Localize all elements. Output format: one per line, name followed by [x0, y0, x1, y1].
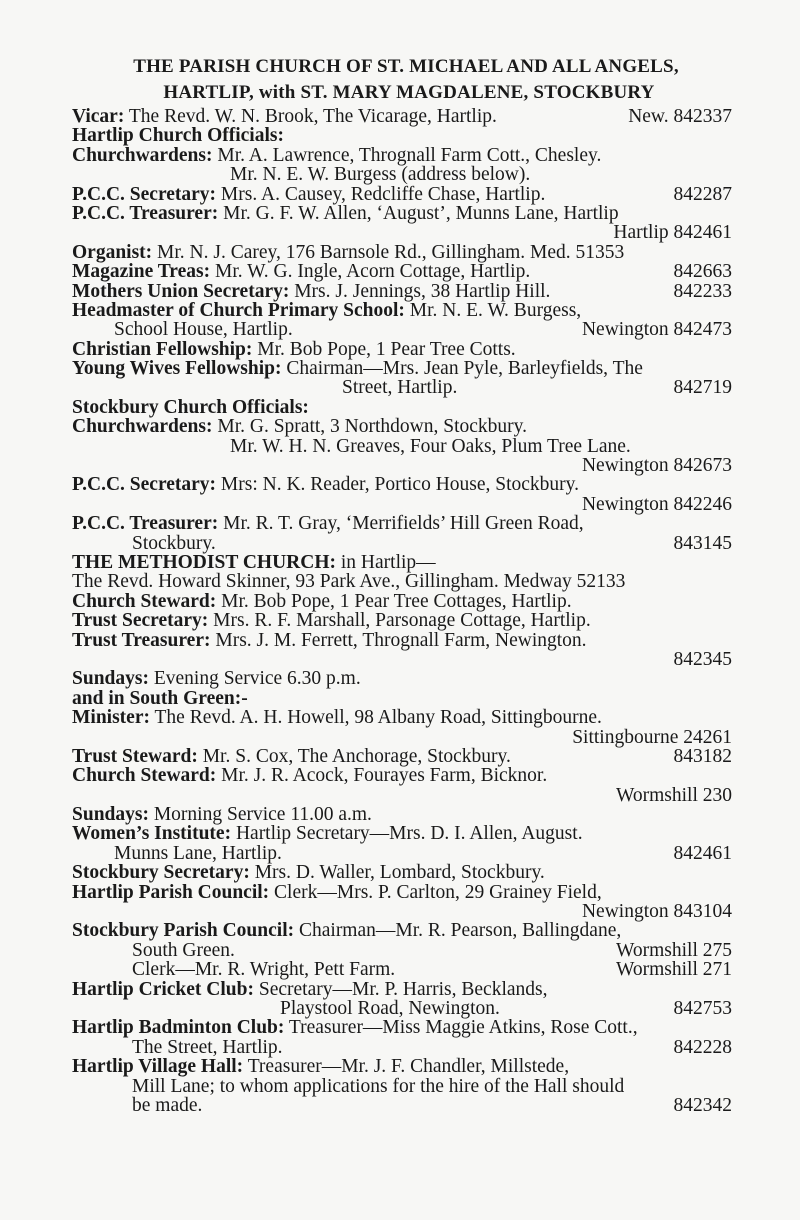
entry-text: School House, Hartlip.	[114, 319, 293, 341]
entry-text: Clerk—Mrs. P. Carlton, 29 Grainey Field,	[274, 881, 602, 903]
organist-entry	[72, 243, 732, 262]
stockbury-parish-council-entry	[72, 921, 732, 940]
minister-entry	[72, 708, 732, 727]
entry-text: Mrs. D. Waller, Lombard, Stockbury.	[254, 862, 545, 884]
entry-text: Playstool Road, Newington.	[280, 997, 500, 1019]
title-line-1: THE PARISH CHURCH OF ST. MICHAEL AND ALL ANGELS,	[133, 56, 679, 77]
entry-label: Sundays:	[72, 668, 149, 690]
sundays-morning-entry	[72, 805, 732, 824]
womens-institute-entry	[72, 824, 732, 843]
badminton-club-entry-2	[72, 1038, 732, 1057]
entry-label: P.C.C. Secretary:	[72, 474, 217, 496]
village-hall-entry-2: Mill Lane; to whom applications for the hire of the Hall should	[132, 1075, 625, 1097]
entry-phone: 843145	[673, 532, 732, 554]
entry-text: Secretary—Mr. P. Harris, Becklands,	[258, 978, 548, 1000]
entry-label: Churchwardens:	[72, 144, 213, 166]
vicar-phone: New. 842337	[628, 106, 732, 127]
stockbury-parish-council-entry-3	[72, 960, 732, 979]
mothers-union-entry	[72, 282, 732, 301]
entry-text: Stockbury.	[132, 532, 216, 554]
entry-text: Munns Lane, Hartlip.	[114, 842, 282, 864]
village-hall-entry-3	[72, 1096, 732, 1115]
cricket-club-entry	[72, 980, 732, 999]
entry-label: P.C.C. Treasurer:	[72, 513, 219, 535]
entry-text: Mr. R. T. Gray, ‘Merrifields’ Hill Green Road,	[223, 513, 584, 535]
entry-text: Mrs. J. Jennings, 38 Hartlip Hill.	[294, 280, 551, 302]
entry-label: P.C.C. Treasurer:	[72, 202, 219, 224]
stockbury-churchwardens-phone-line	[72, 456, 732, 475]
entry-label: Young Wives Fellowship:	[72, 358, 282, 380]
entry-text: Mr. A. Lawrence, Thrognall Farm Cott., Chesley.	[217, 144, 602, 166]
entry-text: The Street, Hartlip.	[132, 1036, 283, 1058]
entry-label: Minister:	[72, 707, 150, 729]
entry-phone: 842233	[673, 280, 732, 302]
page-title	[72, 54, 732, 106]
hartlip-churchwardens	[72, 146, 732, 165]
entry-phone: Newington 842473	[581, 319, 732, 341]
entry-phone: 843182	[673, 745, 732, 767]
entry-label: Trust Steward:	[72, 745, 198, 767]
directory-page	[72, 54, 732, 1115]
entry-text: Mrs: N. K. Reader, Portico House, Stockbury.	[220, 474, 580, 496]
vicar-label: Vicar:	[72, 106, 125, 127]
entry-phone: 842228	[673, 1036, 732, 1058]
church-steward-2-phone-line	[72, 786, 732, 805]
entry-label: Mothers Union Secretary:	[72, 280, 290, 302]
entry-text: Mr. Bob Pope, 1 Pear Tree Cotts.	[257, 338, 516, 360]
entry-text: South Green.	[132, 939, 235, 961]
entry-phone: Hartlip 842461	[613, 222, 732, 244]
entry-text: Morning Service 11.00 a.m.	[153, 804, 372, 826]
entry-phone: Wormshill 275	[616, 939, 732, 961]
entry-text: Chairman—Mr. R. Pearson, Ballingdane,	[298, 920, 622, 942]
badminton-club-entry	[72, 1018, 732, 1037]
stockbury-pcc-secretary	[72, 475, 732, 494]
entry-phone: 842345	[673, 648, 732, 670]
cricket-club-entry-2	[72, 999, 732, 1018]
entry-text: Mr. S. Cox, The Anchorage, Stockbury.	[202, 745, 511, 767]
village-hall-entry	[72, 1057, 732, 1076]
entry-label: Churchwardens:	[72, 416, 213, 438]
entry-text: Treasurer—Miss Maggie Atkins, Rose Cott.,	[288, 1017, 638, 1039]
methodist-heading	[72, 553, 732, 572]
entry-text: Chairman—Mrs. Jean Pyle, Barleyfields, The	[286, 358, 643, 380]
entry-phone: 842461	[673, 842, 732, 864]
entry-text: Mrs. J. M. Ferrett, Thrognall Farm, Newington.	[215, 629, 587, 651]
entry-text: Mr. N. E. W. Burgess,	[409, 299, 582, 321]
stockbury-pcc-treasurer-2	[72, 534, 732, 553]
womens-institute-entry-2	[72, 844, 732, 863]
entry-text: Mrs. R. F. Marshall, Parsonage Cottage, Hartlip.	[213, 610, 591, 632]
entry-label: Hartlip Cricket Club:	[72, 978, 254, 1000]
entry-text: The Revd. A. H. Howell, 98 Albany Road, Sittingbourne.	[154, 707, 602, 729]
christian-fellowship-entry	[72, 340, 732, 359]
trust-steward-entry	[72, 747, 732, 766]
entry-text: Treasurer—Mr. J. F. Chandler, Millstede,	[247, 1056, 570, 1078]
entry-phone: Newington 842246	[581, 493, 732, 515]
entry-label: Church Steward:	[72, 765, 217, 787]
south-green-heading: and in South Green:-	[72, 687, 248, 709]
entry-label: Trust Treasurer:	[72, 629, 211, 651]
hartlip-churchwardens-2: Mr. N. E. W. Burgess (address below).	[230, 164, 531, 186]
entry-label: Sundays:	[72, 804, 149, 826]
stockbury-officials-heading: Stockbury Church Officials:	[72, 396, 309, 418]
vicar-entry	[72, 107, 732, 126]
entry-phone: Newington 842673	[581, 455, 732, 477]
trust-treasurer-phone-line	[72, 650, 732, 669]
entry-phone: Newington 843104	[581, 901, 732, 923]
entry-phone: Wormshill 230	[616, 784, 732, 806]
entry-label: Trust Secretary:	[72, 610, 209, 632]
entry-label: P.C.C. Secretary:	[72, 183, 217, 205]
entry-phone: 842663	[673, 261, 732, 283]
entry-text: Hartlip Secretary—Mrs. D. I. Allen, August.	[235, 823, 583, 845]
entry-phone: 842342	[673, 1094, 732, 1116]
entry-text: Street, Hartlip.	[342, 377, 458, 399]
magazine-entry	[72, 262, 732, 281]
stockbury-churchwardens-2: Mr. W. H. N. Greaves, Four Oaks, Plum Tree Lane.	[230, 435, 631, 457]
entry-label: THE METHODIST CHURCH:	[72, 551, 337, 573]
entry-text: be made.	[132, 1094, 203, 1116]
stockbury-pcc-secretary-phone-line	[72, 495, 732, 514]
church-steward-entry	[72, 592, 732, 611]
entry-text: Evening Service 6.30 p.m.	[153, 668, 361, 690]
sundays-evening-entry	[72, 669, 732, 688]
entry-text: in Hartlip—	[340, 551, 436, 573]
hartlip-pcc-treasurer	[72, 204, 732, 223]
hartlip-pcc-secretary	[72, 185, 732, 204]
stockbury-secretary-entry	[72, 863, 732, 882]
entry-label: Stockbury Parish Council:	[72, 920, 295, 942]
church-steward-2-entry	[72, 766, 732, 785]
entry-label: Women’s Institute:	[72, 823, 232, 845]
stockbury-churchwardens	[72, 417, 732, 436]
entry-label: Church Steward:	[72, 590, 217, 612]
hartlip-officials-heading: Hartlip Church Officials:	[72, 125, 284, 147]
entry-phone: 842287	[673, 183, 732, 205]
entry-phone: Wormshill 271	[616, 959, 732, 981]
entry-label: Hartlip Village Hall:	[72, 1056, 244, 1078]
title-line-2: HARTLIP, with ST. MARY MAGDALENE, STOCKBURY	[163, 82, 655, 103]
entry-label: Magazine Treas:	[72, 261, 211, 283]
stockbury-parish-council-entry-2	[72, 941, 732, 960]
entry-label: Hartlip Badminton Club:	[72, 1017, 285, 1039]
entry-text: Mr. W. G. Ingle, Acorn Cottage, Hartlip.	[214, 261, 531, 283]
trust-secretary-entry	[72, 611, 732, 630]
entry-label: Hartlip Parish Council:	[72, 881, 270, 903]
hartlip-pcc-treasurer-phone-line	[72, 223, 732, 242]
young-wives-entry	[72, 359, 732, 378]
headmaster-entry-2	[72, 320, 732, 339]
headmaster-entry	[72, 301, 732, 320]
entry-phone: 842753	[673, 997, 732, 1019]
trust-treasurer-entry	[72, 631, 732, 650]
stockbury-pcc-treasurer	[72, 514, 732, 533]
entry-text: Clerk—Mr. R. Wright, Pett Farm.	[132, 959, 396, 981]
entry-label: Headmaster of Church Primary School:	[72, 299, 405, 321]
entry-text: Mr. N. J. Carey, 176 Barnsole Rd., Gillingham. Med. 51353	[157, 241, 625, 263]
hartlip-parish-council-phone-line	[72, 902, 732, 921]
vicar-text: The Revd. W. N. Brook, The Vicarage, Hartlip.	[128, 106, 497, 127]
entry-text: Mr. G. F. W. Allen, ‘August’, Munns Lane, Hartlip	[223, 202, 619, 224]
hartlip-parish-council-entry	[72, 883, 732, 902]
entry-phone: Sittingbourne 24261	[572, 726, 732, 748]
entry-label: Stockbury Secretary:	[72, 862, 250, 884]
entry-text: Mr. G. Spratt, 3 Northdown, Stockbury.	[217, 416, 528, 438]
entry-label: Organist:	[72, 241, 153, 263]
entry-text: Mr. J. R. Acock, Fourayes Farm, Bicknor.	[221, 765, 548, 787]
minister-phone-line	[72, 728, 732, 747]
entry-text: Mr. Bob Pope, 1 Pear Tree Cottages, Hartlip.	[221, 590, 572, 612]
young-wives-entry-2	[72, 378, 732, 397]
methodist-minister: The Revd. Howard Skinner, 93 Park Ave., Gillingham. Medway 52133	[72, 571, 626, 593]
entry-label: Christian Fellowship:	[72, 338, 253, 360]
entry-phone: 842719	[673, 377, 732, 399]
entry-text: Mrs. A. Causey, Redcliffe Chase, Hartlip.	[220, 183, 546, 205]
